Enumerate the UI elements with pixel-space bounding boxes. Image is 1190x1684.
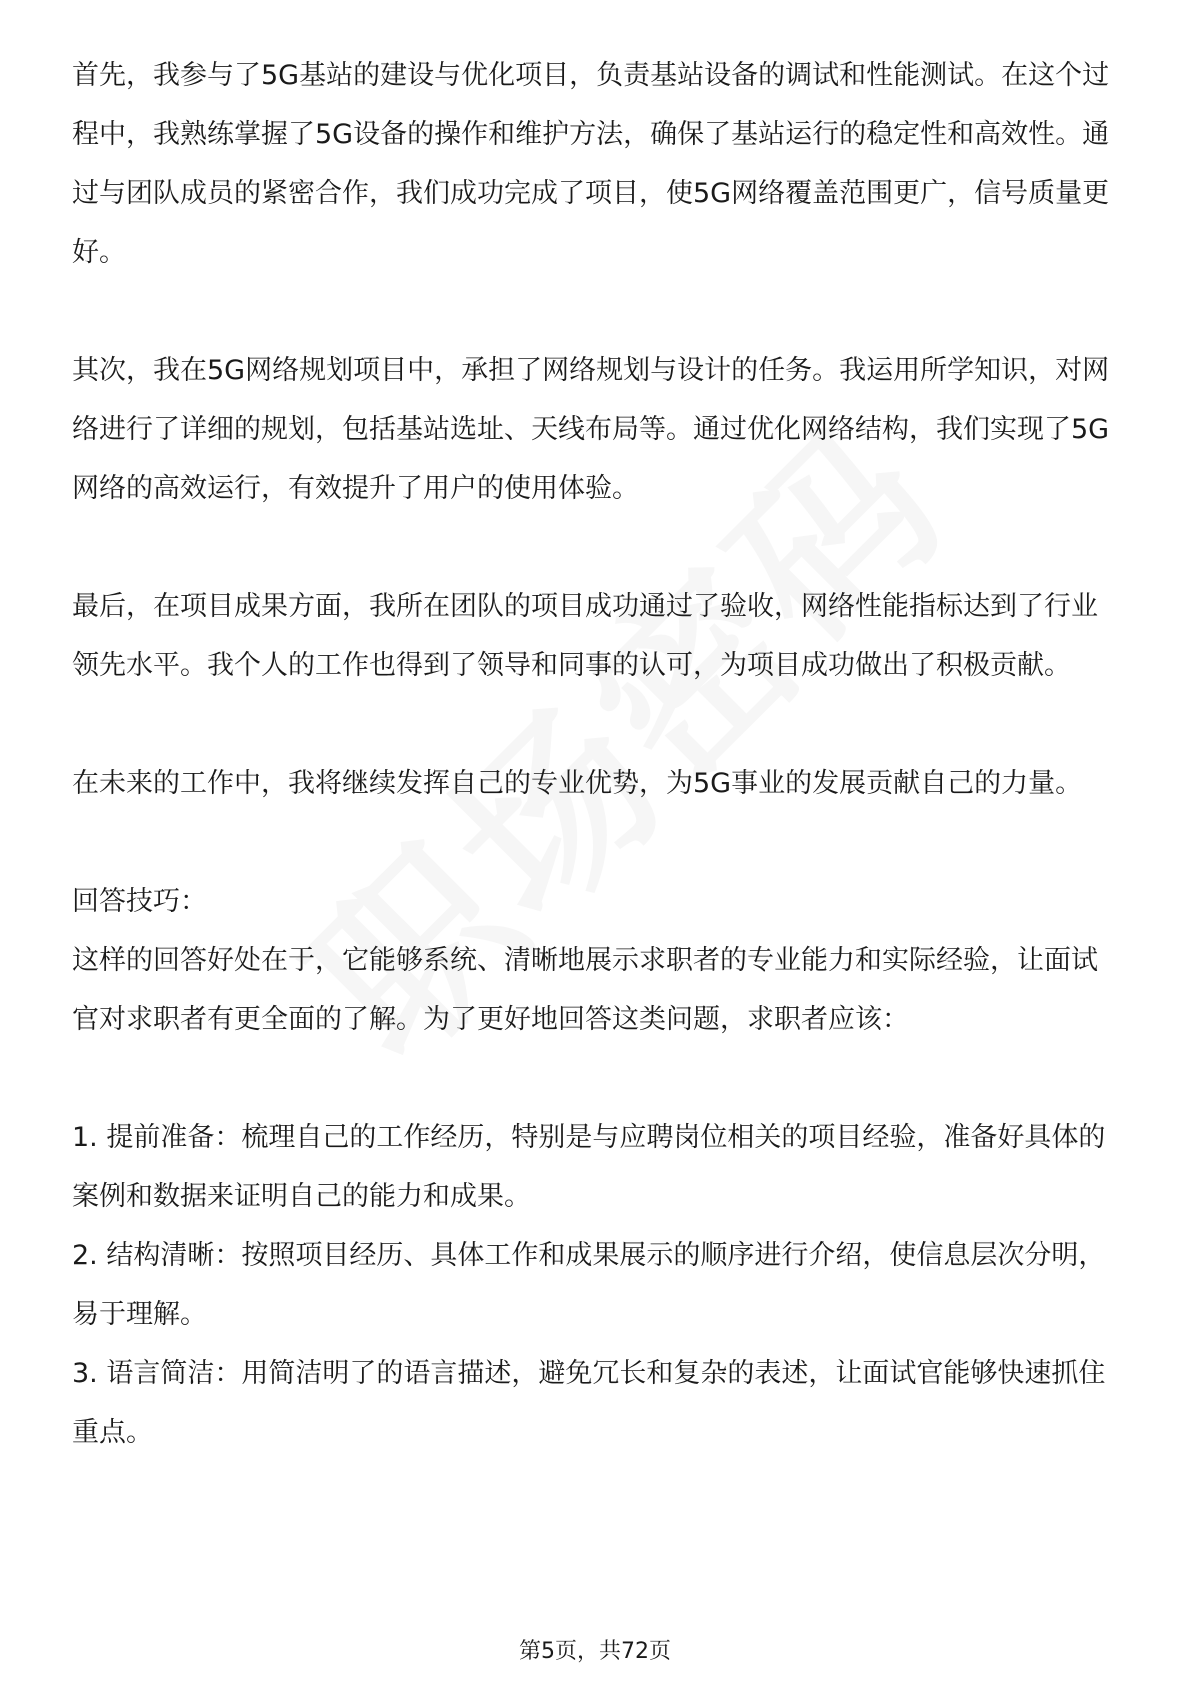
- tips-intro: 这样的回答好处在于，它能够系统、清晰地展示求职者的专业能力和实际经验，让面试官对求职者有更全面的了解。为了更好地回答这类问题，求职者应该：: [72, 945, 1098, 1035]
- tips-list-item: 2. 结构清晰：按照项目经历、具体工作和成果展示的顺序进行介绍，使信息层次分明，易于理解。: [72, 1240, 1106, 1330]
- tips-list-item: 3. 语言简洁：用简洁明了的语言描述，避免冗长和复杂的表述，让面试官能够快速抓住重点。: [72, 1358, 1106, 1448]
- paragraph-future-work: 在未来的工作中，我将继续发挥自己的专业优势，为5G事业的发展贡献自己的力量。: [72, 768, 1083, 799]
- page-number: 第5页，共72页: [519, 1639, 671, 1664]
- tips-list-item: 1. 提前准备：梳理自己的工作经历，特别是与应聘岗位相关的项目经验，准备好具体的案例和数据来证明自己的能力和成果。: [72, 1122, 1106, 1212]
- paragraph-project-5g-base-station: 首先，我参与了5G基站的建设与优化项目，负责基站设备的调试和性能测试。在这个过程中，我熟练掌握了5G设备的操作和维护方法，确保了基站运行的稳定性和高效性。通过与团队成员的紧密合作，我们成功完成了项目，使5G网络覆盖范围更广，信号质量更好。: [72, 60, 1110, 268]
- tips-heading: 回答技巧：: [72, 886, 207, 917]
- paragraph-project-results: 最后，在项目成果方面，我所在团队的项目成功通过了验收，网络性能指标达到了行业领先水平。我个人的工作也得到了领导和同事的认可，为项目成功做出了积极贡献。: [72, 591, 1098, 681]
- document-body: [72, 46, 1122, 1462]
- paragraph-network-planning: 其次，我在5G网络规划项目中，承担了网络规划与设计的任务。我运用所学知识，对网络进行了详细的规划，包括基站选址、天线布局等。通过优化网络结构，我们实现了5G网络的高效运行，有效提升了用户的使用体验。: [72, 355, 1110, 504]
